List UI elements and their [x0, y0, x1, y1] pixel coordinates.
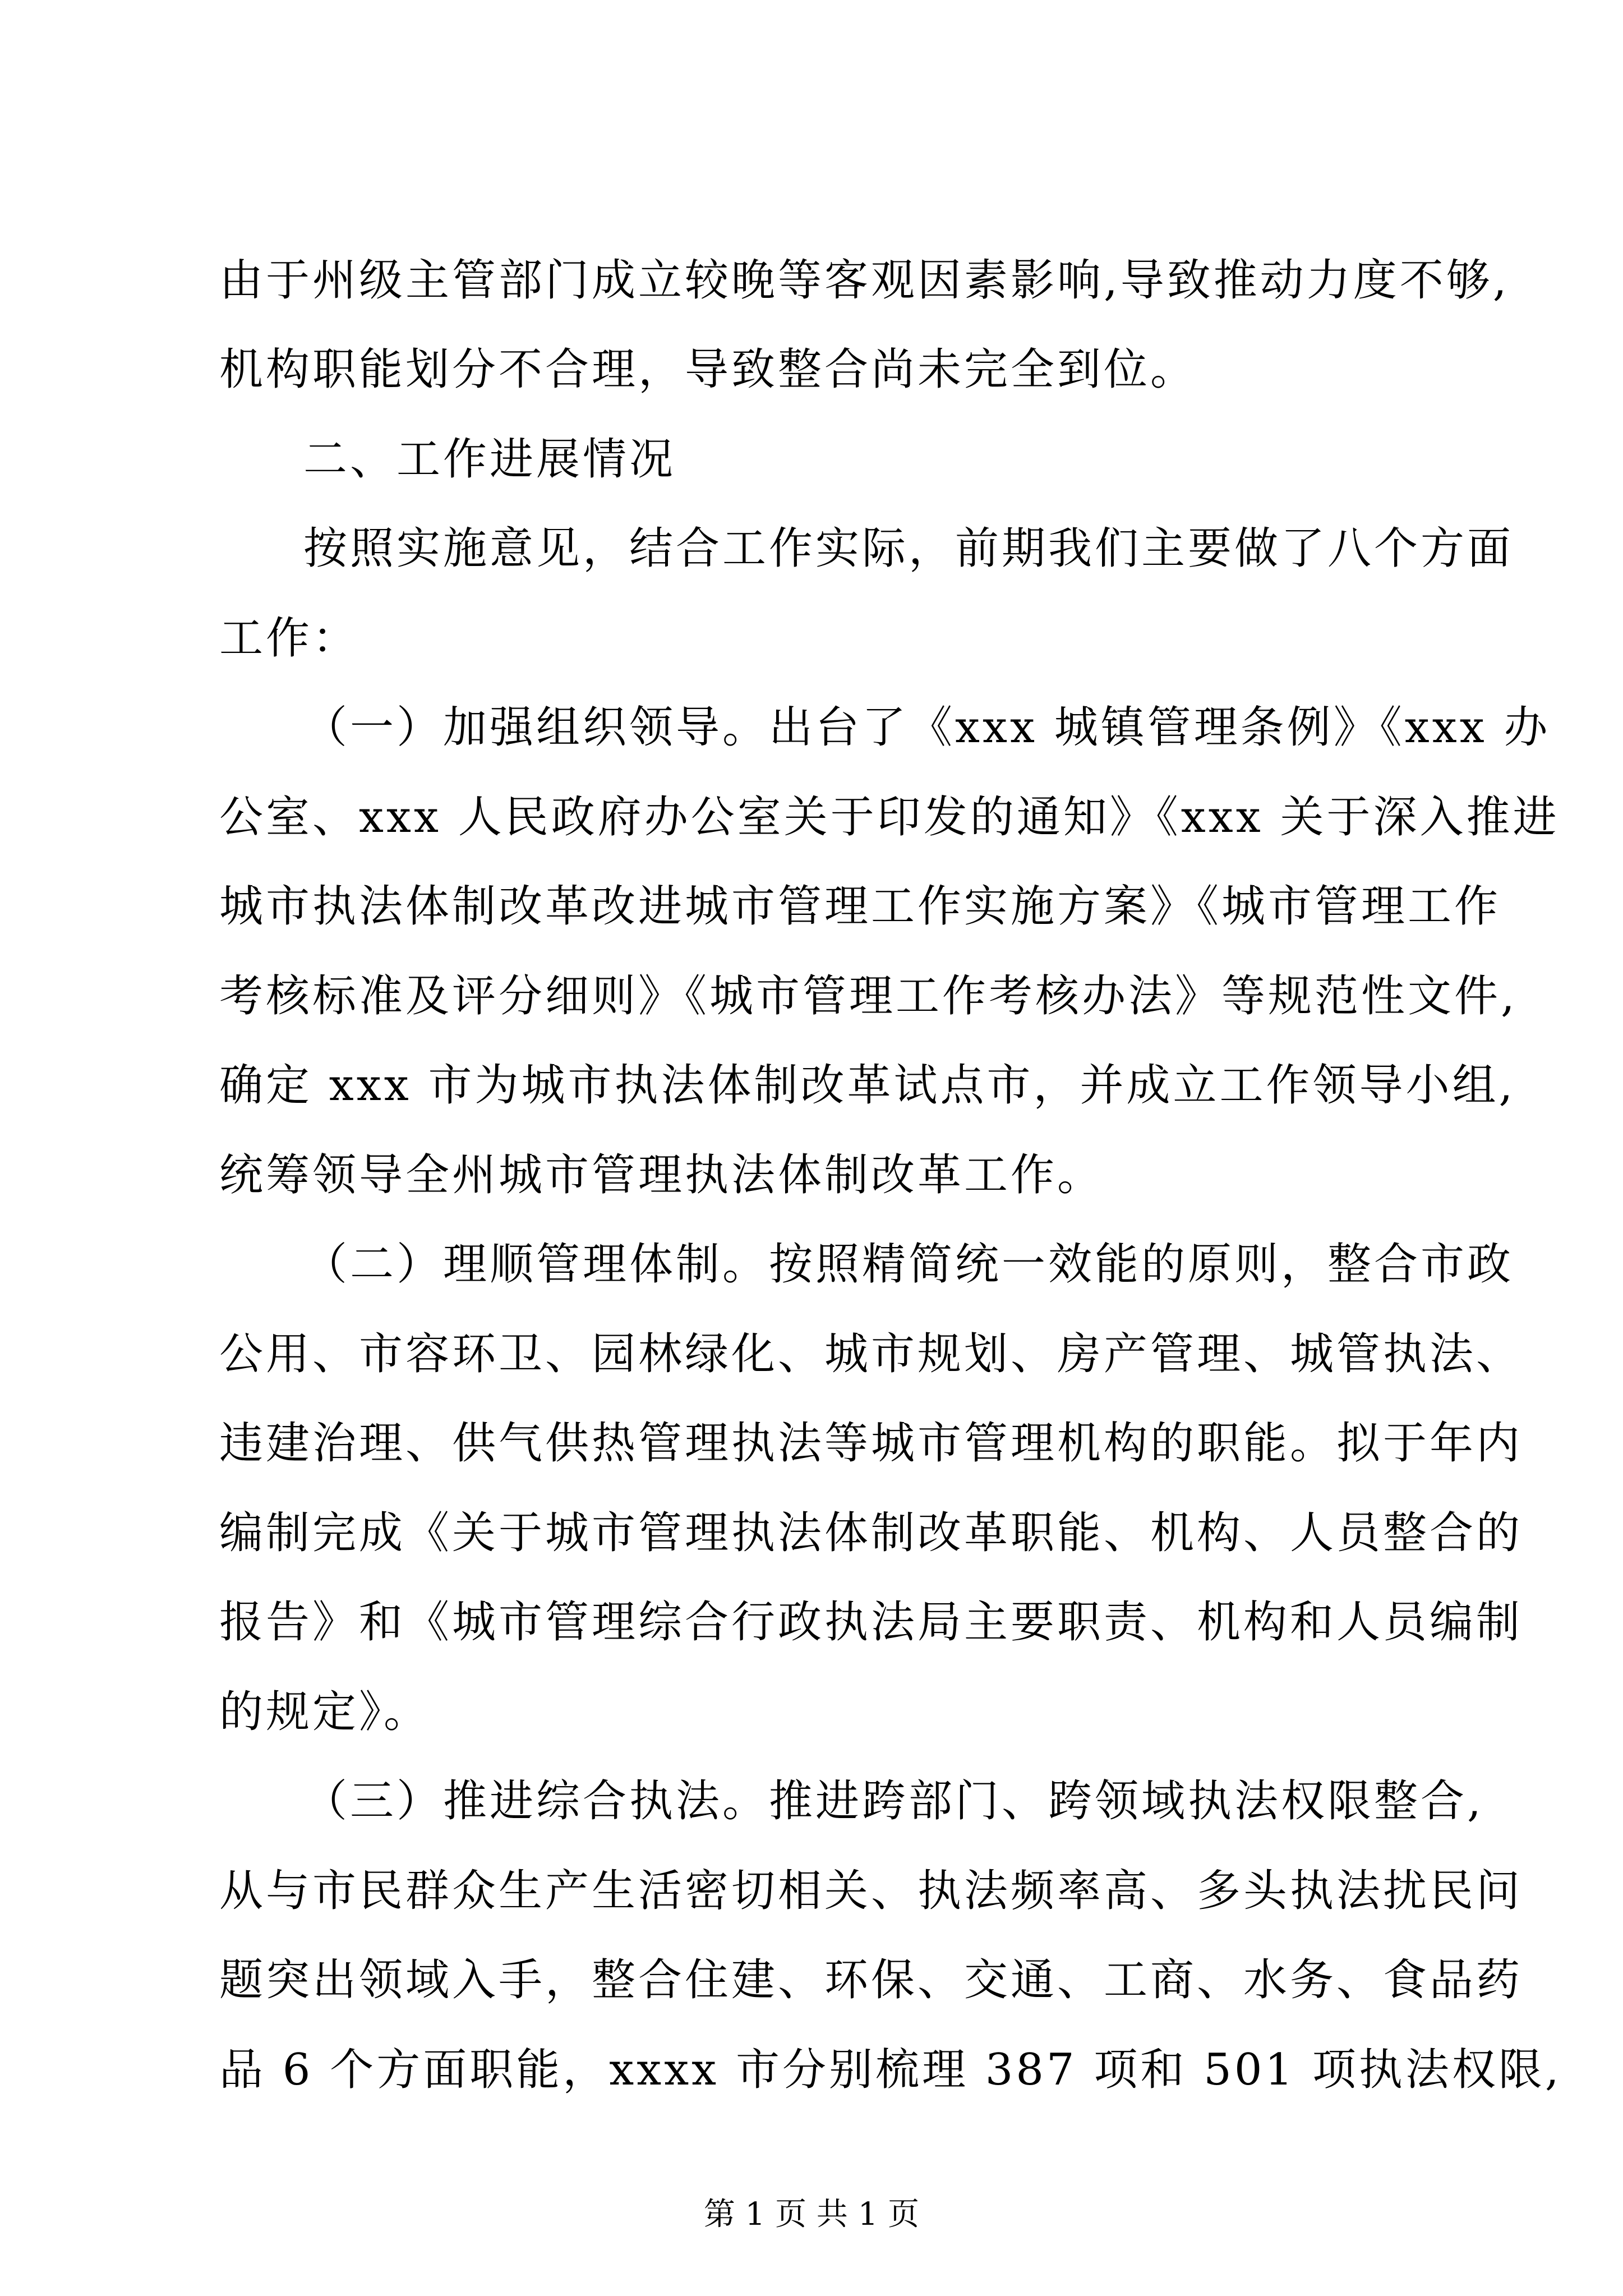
section-heading: 二、工作进展情况 [303, 434, 676, 485]
body-line: 从与市民群众生产生活密切相关、执法频率高、多头执法扰民问 [219, 1866, 1523, 1916]
body-line: 城市执法体制改革改进城市管理工作实施方案》《城市管理工作 [219, 881, 1501, 932]
body-line: 编制完成《关于城市管理执法体制改革职能、机构、人员整合的 [219, 1508, 1523, 1558]
page-number-footer: 第 1 页 共 1 页 [703, 2196, 920, 2233]
body-line: 的规定》。 [219, 1687, 431, 1737]
body-line: 确定 xxx 市为城市执法体制改革试点市，并成立工作领导小组, [219, 1060, 1516, 1111]
body-line: （一）加强组织领导。出台了《xxx 城镇管理条例》《xxx 办 [303, 702, 1551, 753]
body-line: 题突出领域入手，整合住建、环保、交通、工商、水务、食品药 [219, 1955, 1523, 2005]
body-line: 按照实施意见，结合工作实际，前期我们主要做了八个方面 [303, 523, 1514, 574]
body-line: 违建治理、供气供热管理执法等城市管理机构的职能。拟于年内 [219, 1418, 1523, 1469]
body-line: 公用、市容环卫、园林绿化、城市规划、房产管理、城管执法、 [219, 1329, 1523, 1379]
body-line: 由于州级主管部门成立较晚等客观因素影响,导致推动力度不够, [219, 255, 1510, 306]
body-line: （三）推进综合执法。推进跨部门、跨领域执法权限整合, [303, 1776, 1484, 1826]
body-line: 机构职能划分不合理，导致整合尚未完全到位。 [219, 344, 1197, 395]
body-line: 统筹领导全州城市管理执法体制改革工作。 [219, 1150, 1104, 1200]
body-line: 公室、xxx 人民政府办公室关于印发的通知》《xxx 关于深入推进 [219, 792, 1560, 843]
body-line: （二）理顺管理体制。按照精简统一效能的原则，整合市政 [303, 1239, 1514, 1290]
body-line: 工作： [219, 613, 359, 664]
body-line: 考核标准及评分细则》《城市管理工作考核办法》等规范性文件, [219, 971, 1518, 1022]
body-line: 品 6 个方面职能，xxxx 市分别梳理 387 项和 501 项执法权限, [219, 2045, 1562, 2095]
body-line: 报告》和《城市管理综合行政执法局主要职责、机构和人员编制 [219, 1597, 1523, 1648]
